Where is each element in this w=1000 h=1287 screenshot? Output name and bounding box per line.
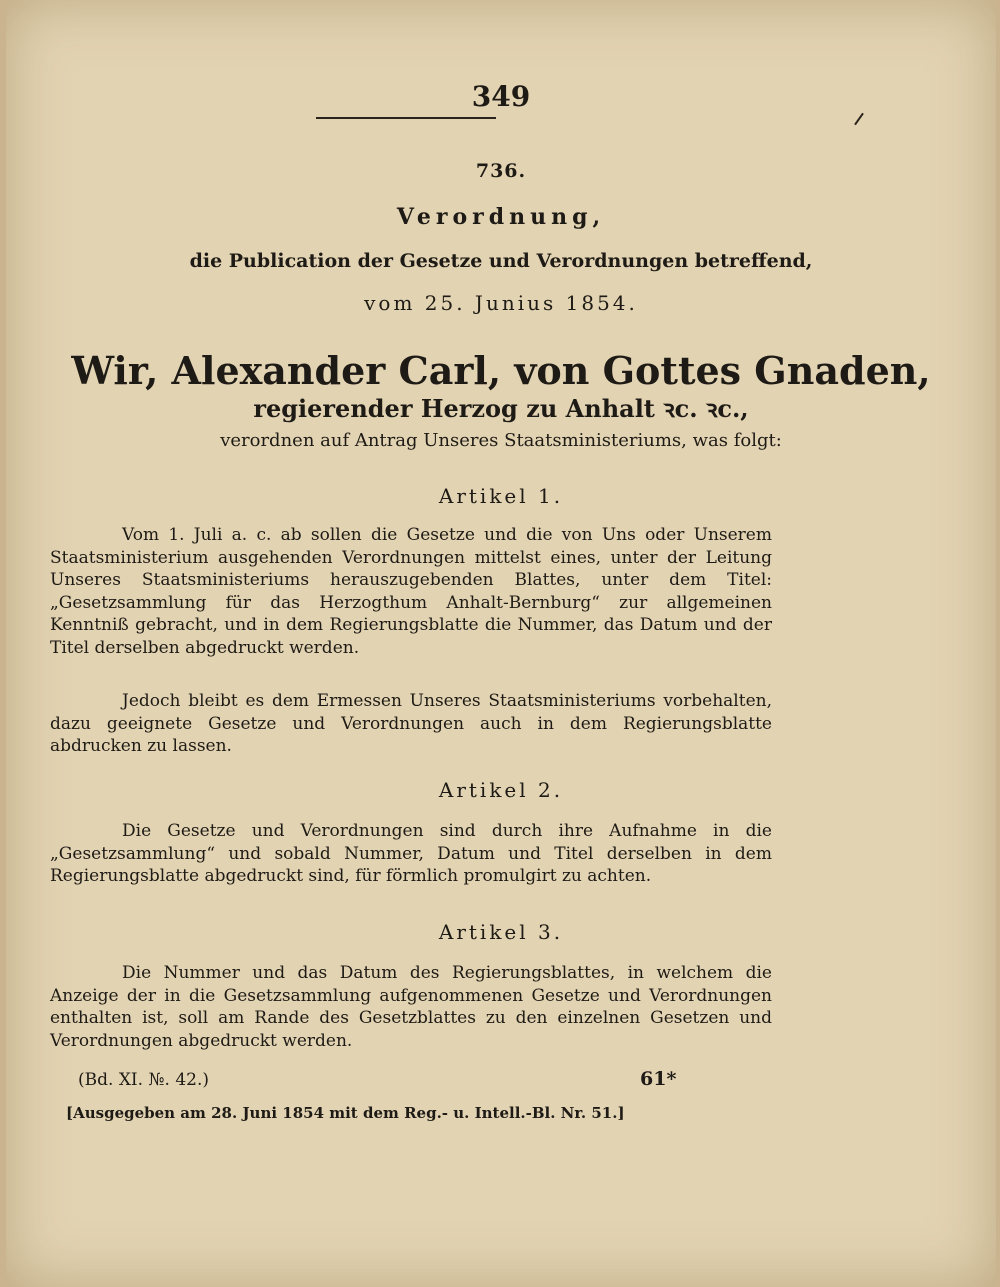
header-rule <box>316 117 496 119</box>
article-1-paragraph-1 <box>50 524 772 659</box>
article-1-paragraph-2 <box>50 690 772 758</box>
article-3-heading: Artikel 3. <box>438 920 564 944</box>
document-subject: die Publication der Gesetze und Verordnungen betreffend, <box>189 250 813 272</box>
sovereign-title: regierender Herzog zu Anhalt ꝛc. ꝛc., <box>253 394 749 423</box>
sovereign-name: Wir, Alexander Carl, von Gottes Gnaden, <box>71 348 931 393</box>
document-page <box>6 0 996 1287</box>
page-number: 349 <box>471 80 531 113</box>
article-1-heading: Artikel 1. <box>438 484 564 508</box>
pencil-mark <box>854 113 864 126</box>
document-number: 736. <box>475 160 527 182</box>
volume-reference: (Bd. XI. №. 42.) <box>78 1070 210 1090</box>
paragraph-text: Die Nummer und das Datum des Regierungsblattes, in welchem die Anzeige der in die Gesetzsammlung aufgenommenen Gesetze und Verordnungen enthalten ist, soll am Rande des Gesetzblattes zu den einzelnen Gesetzen und Verordnungen abgedruckt werden. <box>50 963 772 1051</box>
document-date: vom 25. Junius 1854. <box>364 291 638 315</box>
decree-formula: verordnen auf Antrag Unseres Staatsministeriums, was folgt: <box>220 430 782 451</box>
article-2-heading: Artikel 2. <box>438 778 564 802</box>
document-type: Verordnung, <box>396 204 606 230</box>
paragraph-text: Vom 1. Juli a. c. ab sollen die Gesetze und die von Uns oder Unserem Staatsministerium ausgehenden Verordnungen mittelst eines, unter der Leitung Unseres Staatsministeriums herauszugebenden Blattes, unter dem Titel: „Gesetzsammlung für das Herzogthum Anhalt-Bernburg“ zur allgemeinen Kenntniß gebracht, und in dem Regierungsblatte die Nummer, das Datum und der Titel derselben abgedruckt werden. <box>50 525 772 658</box>
paragraph-text: Die Gesetze und Verordnungen sind durch ihre Aufnahme in die „Gesetzsammlung“ und sobald Nummer, Datum und Titel derselben in dem Regierungsblatte abgedruckt sind, für förmlich promulgirt zu achten. <box>50 821 772 886</box>
paragraph-text: Jedoch bleibt es dem Ermessen Unseres Staatsministeriums vorbehalten, dazu geeignete Gesetze und Verordnungen auch in dem Regierungsblatte abdrucken zu lassen. <box>50 691 772 756</box>
article-2-paragraph-1 <box>50 820 772 888</box>
issue-note: [Ausgegeben am 28. Juni 1854 mit dem Reg.- u. Intell.-Bl. Nr. 51.] <box>66 1104 625 1122</box>
sheet-signature: 61* <box>640 1068 677 1090</box>
article-3-paragraph-1 <box>50 962 772 1052</box>
